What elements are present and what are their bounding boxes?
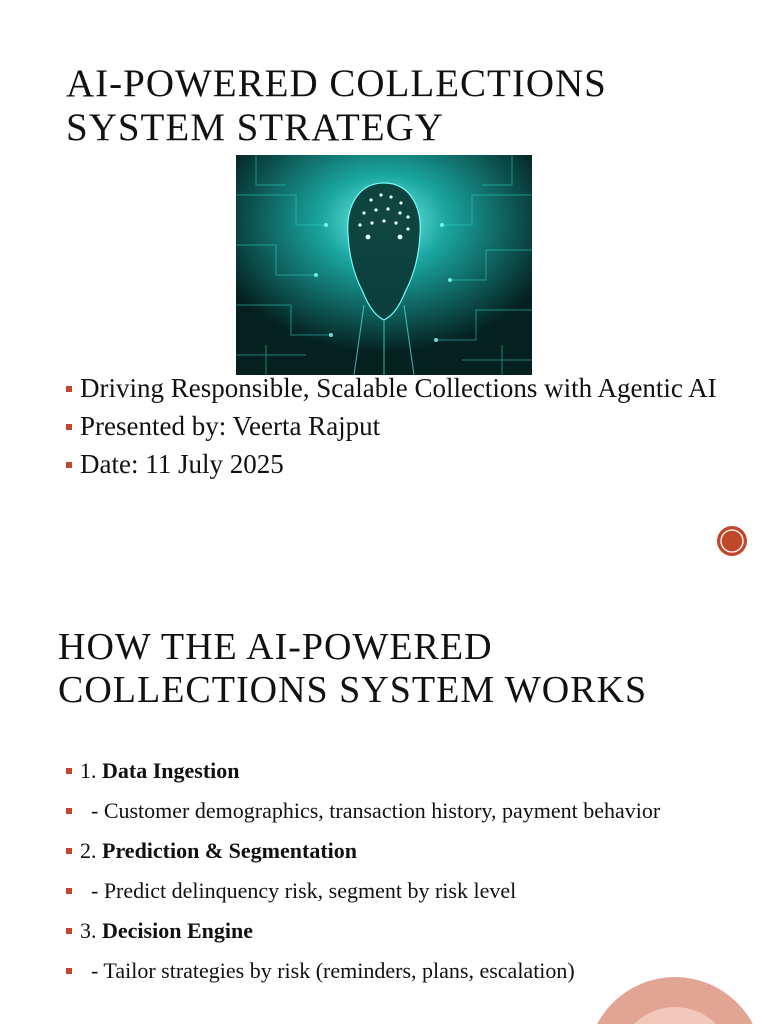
step-2-detail: - Predict delinquency risk, segment by risk level bbox=[66, 878, 746, 903]
presenter-bullet: Presented by: Veerta Rajput bbox=[66, 412, 746, 440]
steps-list bbox=[66, 758, 746, 998]
step-3-number: 3. bbox=[80, 918, 102, 943]
slide-1-title bbox=[66, 62, 607, 149]
date-bullet: Date: 11 July 2025 bbox=[66, 450, 746, 478]
subtitle-bullet: Driving Responsible, Scalable Collections with Agentic AI bbox=[66, 374, 746, 402]
slide-2-title-line-1: HOW THE AI-POWERED bbox=[58, 626, 493, 668]
slide-nav-icon[interactable] bbox=[716, 525, 748, 557]
decorative-circles bbox=[585, 970, 765, 1024]
step-1-label: Data Ingestion bbox=[102, 758, 240, 783]
slide-1-title-line-1: AI-POWERED COLLECTIONS bbox=[66, 62, 607, 105]
step-1-heading bbox=[66, 758, 746, 783]
step-1-detail: - Customer demographics, transaction history, payment behavior bbox=[66, 798, 746, 823]
step-1-number: 1. bbox=[80, 758, 102, 783]
slide-1-bullets bbox=[66, 374, 746, 488]
step-3-label: Decision Engine bbox=[102, 918, 253, 943]
step-2-number: 2. bbox=[80, 838, 102, 863]
step-2-label: Prediction & Segmentation bbox=[102, 838, 358, 863]
ai-head-circuit-image bbox=[236, 155, 532, 375]
slide-2-title-line-2: COLLECTIONS SYSTEM WORKS bbox=[58, 668, 648, 711]
step-3-detail: - Tailor strategies by risk (reminders, plans, escalation) bbox=[66, 958, 746, 983]
slide-1-title-line-2: SYSTEM STRATEGY bbox=[66, 105, 444, 149]
step-2-heading bbox=[66, 838, 746, 863]
slide-2 bbox=[0, 580, 768, 1024]
slide-2-title bbox=[58, 626, 647, 711]
step-3-heading bbox=[66, 918, 746, 943]
